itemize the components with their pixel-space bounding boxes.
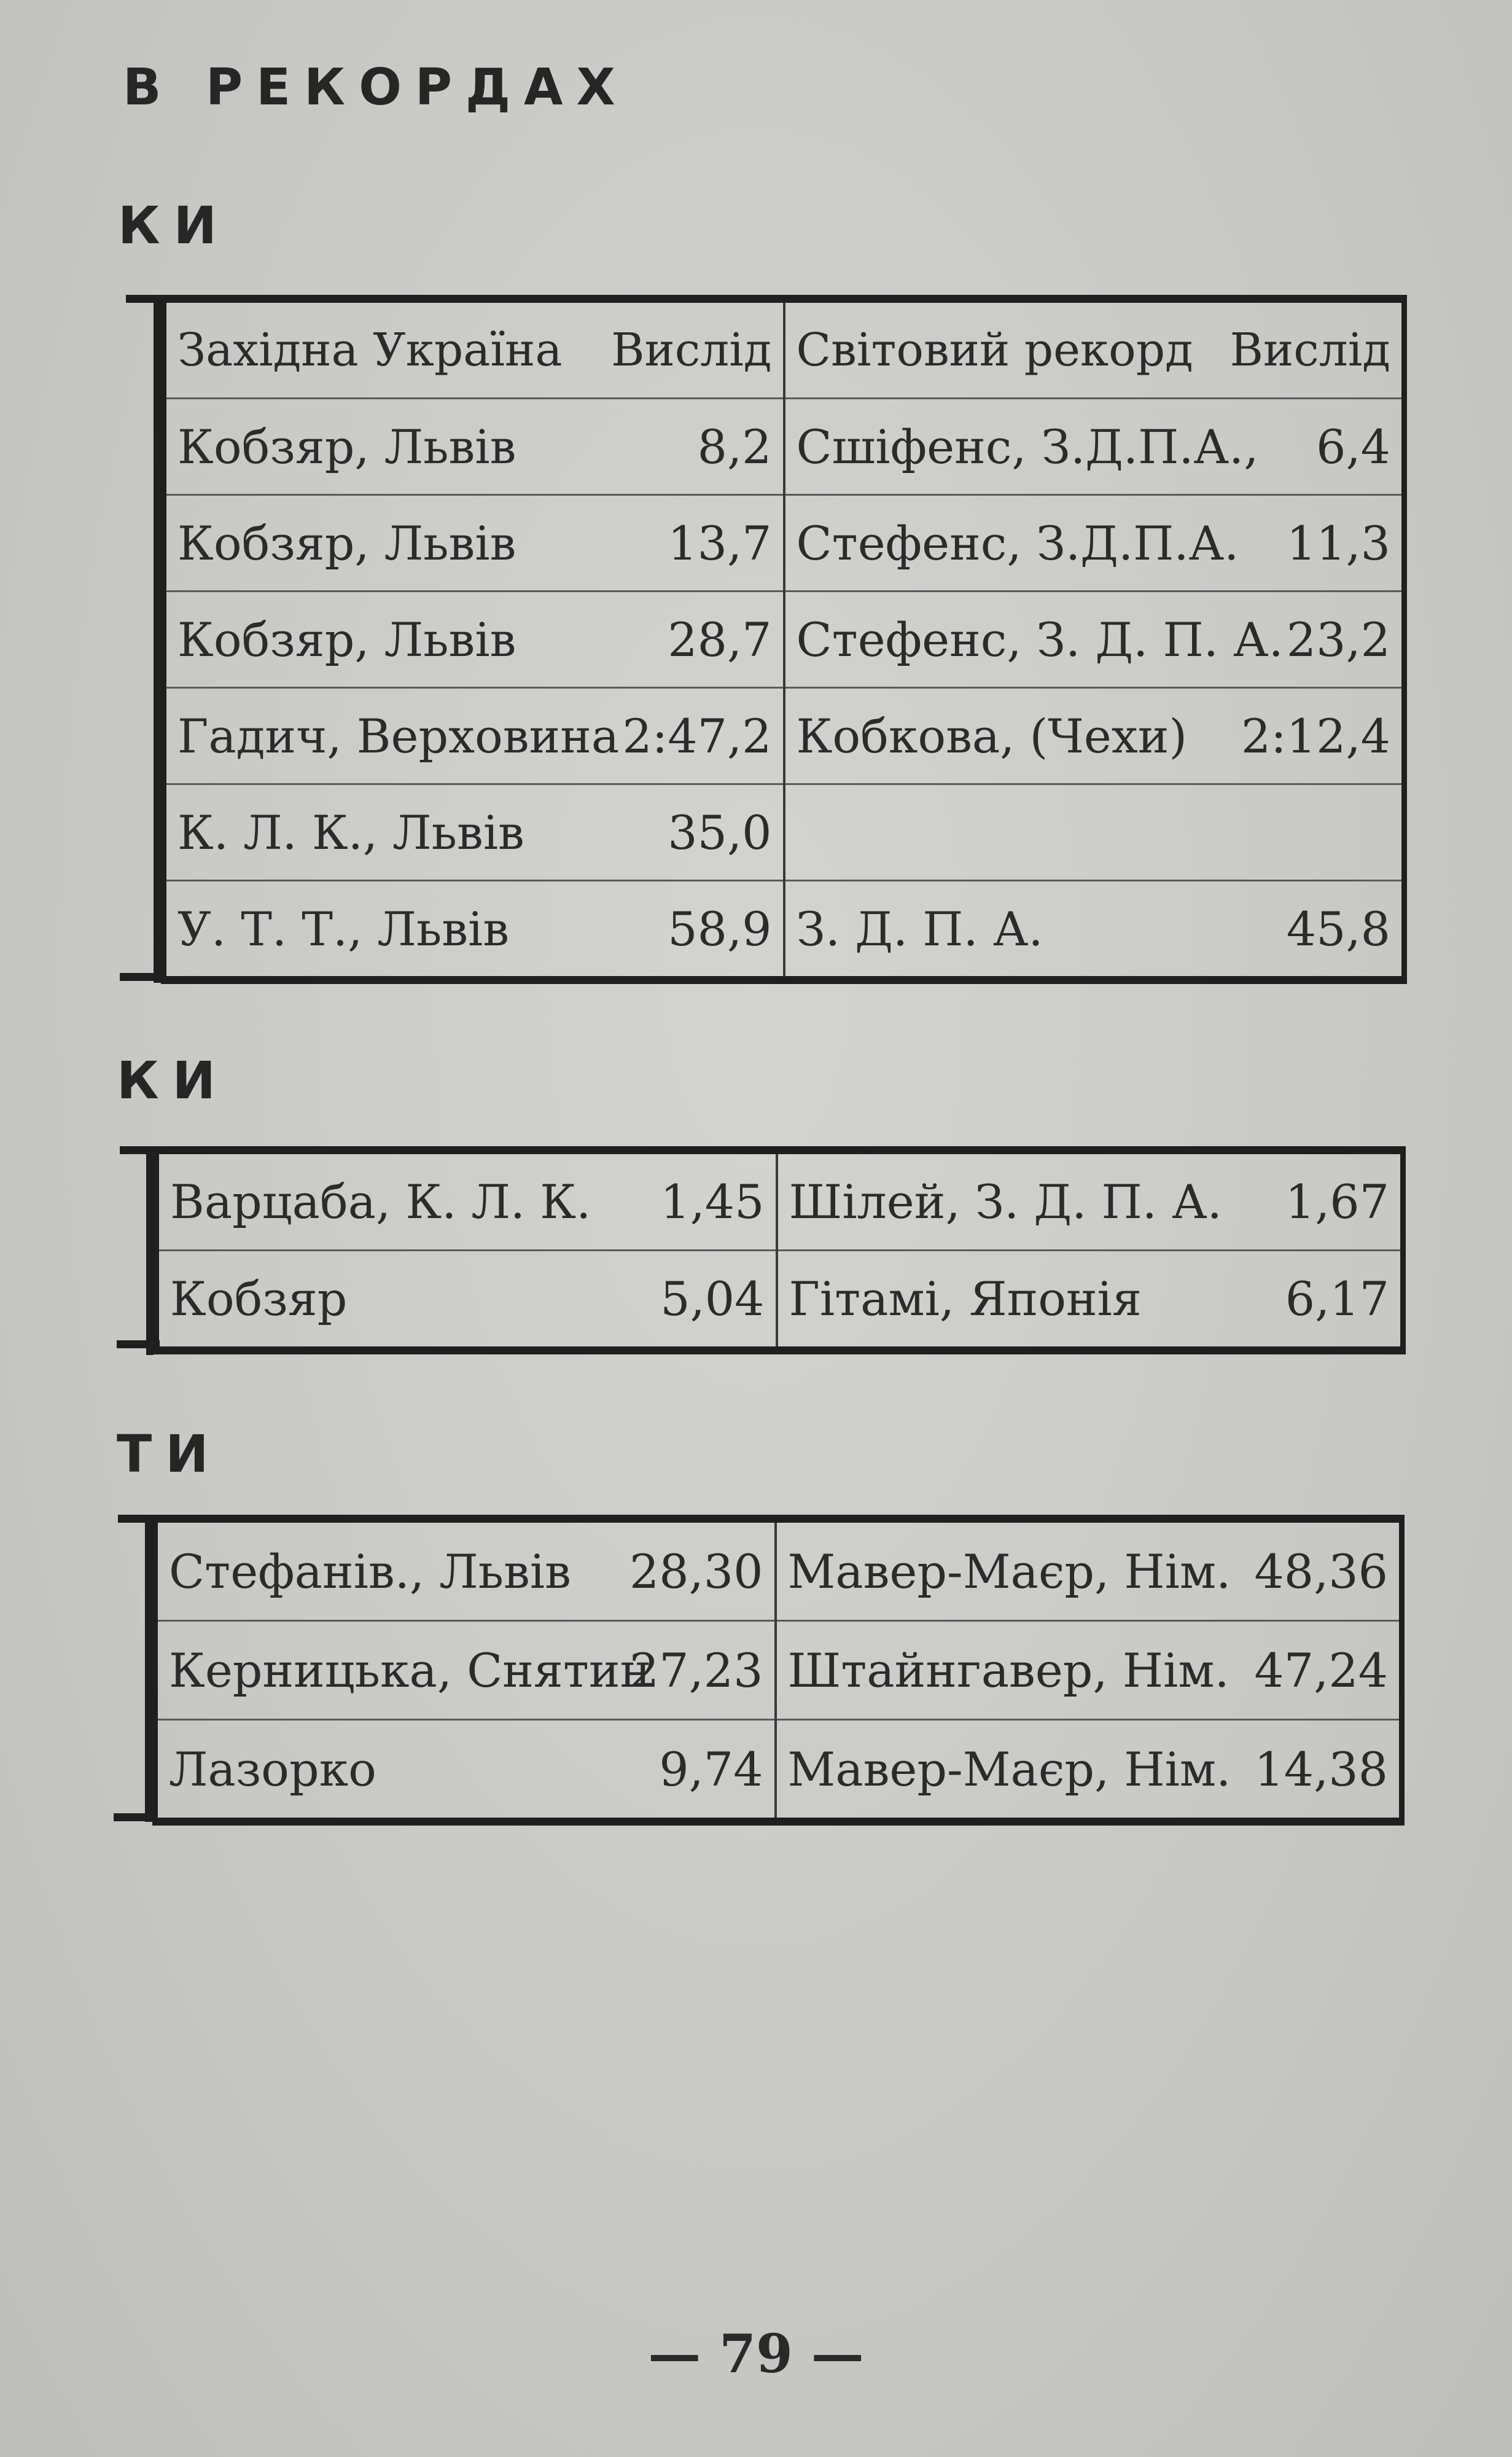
table-row [164, 592, 1405, 688]
world-holder: Штайнгавер, Нім. [776, 1621, 1206, 1720]
world-result: 6,4 [1208, 399, 1405, 495]
local-holder: Кобзяр, Львів [164, 399, 594, 495]
world-result: 23,2 [1208, 592, 1405, 688]
header-cell: Західна Україна [164, 299, 594, 399]
world-result: 48,36 [1206, 1519, 1402, 1621]
local-holder: Кобзяр, Львів [164, 495, 594, 592]
local-holder: У. Т. Т., Львів [177, 901, 510, 956]
table-row [164, 399, 1405, 495]
local-result: 28,7 [594, 592, 784, 688]
local-result: 5,04 [605, 1251, 777, 1351]
table-row [164, 881, 1405, 980]
local-holder: Варцаба, К. Л. К. [157, 1150, 605, 1251]
world-holder: Кобкова, (Чехи) [784, 688, 1208, 784]
header-cell: Світовий рекорд [784, 299, 1208, 399]
table-header-row [164, 299, 1405, 399]
world-result: 1,67 [1231, 1150, 1403, 1251]
world-holder: Гітамі, Японія [789, 1271, 1142, 1326]
header-cell: Вислід [1208, 299, 1405, 399]
table-2-left-rule [146, 1146, 154, 1355]
table-row [155, 1720, 1402, 1822]
records-table-1 [161, 295, 1407, 984]
local-holder: Лазорко [169, 1741, 376, 1797]
local-holder: Кобзяр [170, 1271, 348, 1326]
world-holder: З. Д. П. А. [796, 901, 1043, 956]
table-1-top-rule-ext [126, 295, 163, 303]
world-result: 11,3 [1208, 495, 1405, 592]
section-heading-1: КИ [118, 195, 230, 256]
local-holder: Кобзяр, Львів [164, 592, 594, 688]
table-row [157, 1251, 1403, 1351]
world-holder: Шілей, З. Д. П. А. [777, 1150, 1231, 1251]
records-table-3 [152, 1515, 1405, 1826]
table-1-bottom-rule-ext [120, 973, 163, 981]
local-result: 13,7 [594, 495, 784, 592]
table-row [155, 1621, 1402, 1720]
local-result: 2:47,2 [594, 688, 784, 784]
local-result: 35,0 [594, 784, 784, 881]
table-3-bottom-rule-ext [114, 1813, 157, 1821]
local-result: 9,74 [585, 1720, 776, 1822]
world-result: 14,38 [1254, 1741, 1388, 1797]
table-row [155, 1519, 1402, 1621]
local-result: 58,9 [594, 881, 784, 980]
table-row [164, 688, 1405, 784]
world-holder: Стефенс, З. Д. П. А. [784, 592, 1208, 688]
page-number: — 79 — [648, 2323, 864, 2385]
world-result [1208, 784, 1405, 881]
local-holder: Гадич, Верховина [164, 688, 594, 784]
table-row [164, 784, 1405, 881]
local-result: 28,30 [585, 1519, 776, 1621]
table-1-left-rule [154, 295, 161, 983]
world-holder: Стефенс, З.Д.П.А. [784, 495, 1208, 592]
world-holder: Мавер-Маєр, Нім. [776, 1519, 1206, 1621]
header-cell: Вислід [594, 299, 784, 399]
world-result: 45,8 [1286, 901, 1390, 956]
table-3-top-rule-ext [118, 1515, 155, 1523]
world-result: 6,17 [1285, 1271, 1389, 1326]
table-3-left-rule [145, 1515, 152, 1822]
local-holder: Стефанів., Львів [155, 1519, 585, 1621]
section-heading-2: КИ [117, 1050, 229, 1111]
page-heading: В РЕКОРДАХ [123, 58, 629, 117]
local-result: 27,23 [585, 1621, 776, 1720]
local-holder: Керницька, Снятин [155, 1621, 585, 1720]
world-result: 47,24 [1206, 1621, 1402, 1720]
section-heading-3: ТИ [117, 1424, 222, 1484]
world-holder: Мавер-Маєр, Нім. [787, 1741, 1231, 1797]
table-2-top-rule-ext [120, 1146, 157, 1154]
local-result: 8,2 [594, 399, 784, 495]
world-holder [784, 784, 1208, 881]
local-holder: К. Л. К., Львів [164, 784, 594, 881]
world-result: 2:12,4 [1208, 688, 1405, 784]
world-holder: Сшіфенс, З.Д.П.А., [784, 399, 1208, 495]
local-result: 1,45 [605, 1150, 777, 1251]
table-row [164, 495, 1405, 592]
table-row [157, 1150, 1403, 1251]
records-table-2 [154, 1146, 1406, 1354]
